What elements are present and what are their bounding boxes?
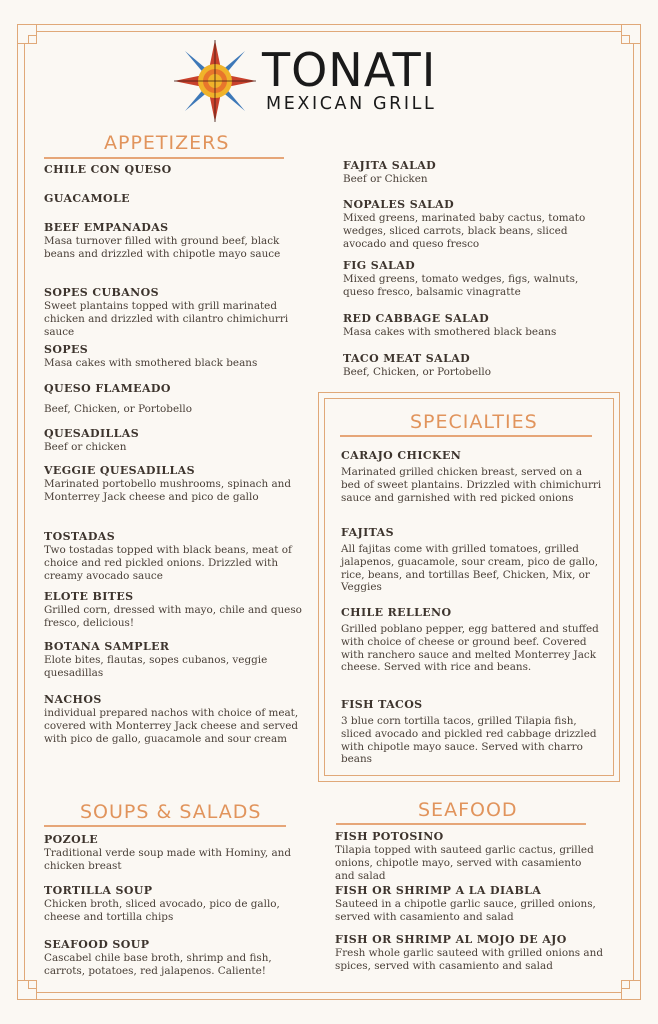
menu-item (44, 286, 306, 338)
item-description: Mixed greens, marinated baby cactus, tomato wedges, sliced carrots, black beans, sliced avocado and queso fresco (343, 212, 586, 250)
menu-item (341, 606, 603, 674)
menu-item (44, 530, 306, 582)
specialties-heading: SPECIALTIES (410, 411, 538, 433)
menu-item (343, 312, 605, 339)
menu-item (341, 698, 603, 766)
item-description: Mixed greens, tomato wedges, figs, walnuts, queso fresco, balsamic vinagratte (343, 273, 579, 298)
item-description: Elote bites, flautas, sopes cubanos, veggie quesadillas (44, 654, 268, 679)
logo (172, 38, 472, 123)
menu-item (343, 159, 605, 186)
item-description: Grilled poblano pepper, egg battered and stuffed with choice of cheese or ground beef. Covered with ranchero sauce and melted Monterrey Jack cheese. Served with rice and beans. (341, 623, 599, 674)
menu-item (343, 352, 605, 379)
menu-item (44, 192, 306, 206)
item-name: CHILE RELLENO (341, 606, 452, 619)
item-description: Traditional verde soup made with Hominy, and chicken breast (44, 847, 292, 872)
appetizers-heading: APPETIZERS (104, 132, 230, 154)
corner-ornament (621, 980, 641, 1000)
item-description: individual prepared nachos with choice of meat, covered with Monterrey Jack cheese and served with pico de gallo, guacamole and sour cream (44, 707, 299, 745)
menu-item (44, 590, 306, 630)
menu-item (341, 449, 603, 504)
item-name: TOSTADAS (44, 530, 116, 543)
menu-item (335, 884, 603, 924)
item-description: Beef or chicken (44, 441, 127, 453)
menu-item (44, 640, 306, 680)
specialties-rule (340, 435, 592, 437)
item-description: Cascabel chile base broth, shrimp and fish, carrots, potatoes, red jalapenos. Caliente! (44, 952, 272, 977)
sun-compass-icon (172, 38, 258, 124)
item-name: FISH TACOS (341, 698, 423, 711)
item-description: Masa turnover filled with ground beef, black beans and drizzled with chipotle mayo sauce (44, 235, 281, 260)
item-name: QUESO FLAMEADO (44, 382, 171, 395)
menu-item (44, 938, 306, 978)
item-name: RED CABBAGE SALAD (343, 312, 490, 325)
soups-rule (44, 825, 286, 827)
item-description: Sweet plantains topped with grill marinated chicken and drizzled with cilantro chimichurri sauce (44, 300, 289, 338)
item-name: FAJITA SALAD (343, 159, 437, 172)
item-description: Masa cakes with smothered black beans (343, 326, 557, 338)
item-name: FAJITAS (341, 526, 394, 539)
item-name: BOTANA SAMPLER (44, 640, 170, 653)
item-description: Grilled corn, dressed with mayo, chile and queso fresco, delicious! (44, 604, 302, 629)
seafood-heading: SEAFOOD (418, 799, 518, 821)
appetizers-rule (44, 157, 284, 159)
item-name: BEEF EMPANADAS (44, 221, 169, 234)
menu-item (343, 259, 605, 299)
menu-item (44, 693, 306, 745)
seafood-rule (336, 823, 586, 825)
item-description: Beef or Chicken (343, 173, 428, 185)
item-name: FISH POTOSINO (335, 830, 444, 843)
item-name: TORTILLA SOUP (44, 884, 153, 897)
item-description: Fresh whole garlic sauteed with grilled onions and spices, served with casamiento and salad (335, 947, 603, 972)
corner-ornament (621, 24, 641, 44)
corner-ornament (17, 980, 37, 1000)
menu-item (341, 526, 603, 594)
item-description: Masa cakes with smothered black beans (44, 357, 258, 369)
menu-item (335, 830, 603, 882)
brand-subtitle: MEXICAN GRILL (266, 94, 437, 114)
menu-item (44, 221, 306, 261)
item-description: Two tostadas topped with black beans, meat of choice and red pickled onions. Drizzled with creamy avocado sauce (44, 544, 292, 582)
menu-item (44, 382, 306, 416)
brand-name: TONATI (262, 43, 437, 97)
item-name: QUESADILLAS (44, 427, 140, 440)
menu-item (335, 933, 603, 973)
item-name: CARAJO CHICKEN (341, 449, 462, 462)
menu-item (343, 198, 605, 250)
item-description: Beef, Chicken, or Portobello (343, 366, 491, 378)
menu-item (44, 884, 306, 924)
item-name: NACHOS (44, 693, 102, 706)
item-name: TACO MEAT SALAD (343, 352, 471, 365)
item-description: Tilapia topped with sauteed garlic cactus, grilled onions, chipotle mayo, served with casamiento and salad (335, 844, 594, 882)
menu-item (44, 833, 306, 873)
menu-item (44, 343, 306, 370)
item-description: Marinated grilled chicken breast, served on a bed of sweet plantains. Drizzled with chimichurri sauce and garnished with red picked onions (341, 466, 602, 504)
soups-heading: SOUPS & SALADS (80, 801, 262, 823)
item-name: CHILE CON QUESO (44, 163, 172, 176)
item-description: Marinated portobello mushrooms, spinach and Monterrey Jack cheese and pico de gallo (44, 478, 291, 503)
item-name: FIG SALAD (343, 259, 416, 272)
item-name: SOPES CUBANOS (44, 286, 159, 299)
item-name: SEAFOOD SOUP (44, 938, 150, 951)
item-name: POZOLE (44, 833, 98, 846)
item-description: Chicken broth, sliced avocado, pico de gallo, cheese and tortilla chips (44, 898, 280, 923)
item-name: SOPES (44, 343, 89, 356)
item-name: GUACAMOLE (44, 192, 130, 205)
corner-ornament (17, 24, 37, 44)
item-description: Beef, Chicken, or Portobello (44, 403, 192, 415)
item-description: All fajitas come with grilled tomatoes, grilled jalapenos, guacamole, sour cream, pico de gallo, rice, beans, and tortillas Beef, Chicken, Mix, or Veggies (341, 543, 599, 594)
item-name: ELOTE BITES (44, 590, 134, 603)
item-name: NOPALES SALAD (343, 198, 455, 211)
menu-item (44, 464, 306, 504)
item-name: FISH OR SHRIMP AL MOJO DE AJO (335, 933, 567, 946)
menu-item (44, 427, 306, 454)
menu-item (44, 163, 306, 177)
item-description: Sauteed in a chipotle garlic sauce, grilled onions, served with casamiento and salad (335, 898, 596, 923)
item-description: 3 blue corn tortilla tacos, grilled Tilapia fish, sliced avocado and pickled red cabbage drizzled with chipotle mayo sauce. Served with charro beans (341, 715, 597, 766)
item-name: VEGGIE QUESADILLAS (44, 464, 195, 477)
item-name: FISH OR SHRIMP A LA DIABLA (335, 884, 542, 897)
